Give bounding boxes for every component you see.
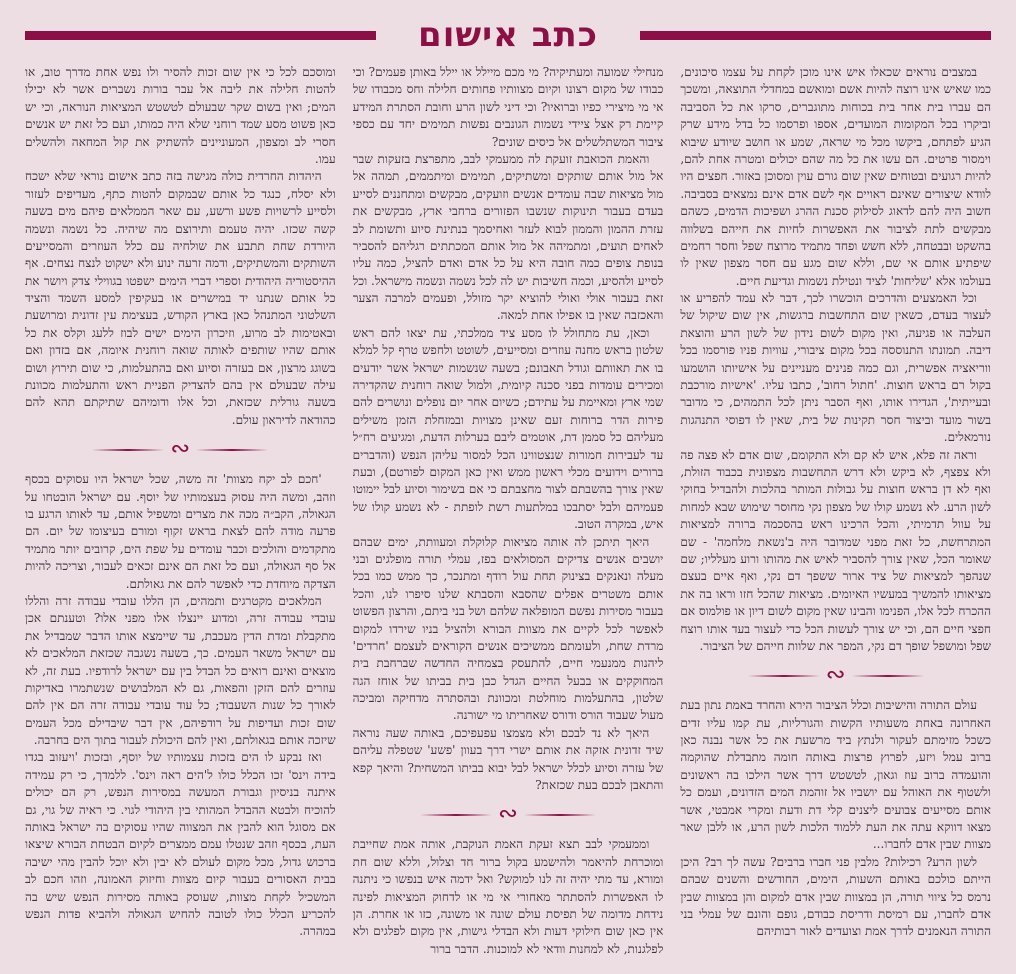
paragraph: ומוסכם לכל כי אין שום זכות להסיר ולו נפש אחת מדרך טוב, או להטות חלילה את ליבה אל עבר בורות נשברים אשר לא יכילו המים; ואין בשום שקר שבעולם לטשטש המציאות הנוראה, וכי יש כאן פשוט מסע שמד רוחני שלא היה כמותו, ועם כל זאת יש אנשים חסרי לב ומצפון, המעוניינים להשתיק את קול המחאה ולהשלים עמו. xyxy=(25,65,336,166)
article-columns xyxy=(25,64,991,960)
paragraph: והאמת הכואבת זועקת לה ממעמקי לבב, מתפרצת בזעקות שבר אל מול אותם שותקים ומשתיקים, תמימים ומיתממים, תמהה אל מול מציאות שבה עומדים אנשים וזועקים, מבקשים ומתחננים לסייע בעדם בעבור תינוקות שנשבו הפזורים ברחבי ארץ, מבקשים את עזרת ההמון והממון לבוא לעזר ואחיסמך בנתינת סיוע ותשומת לב לאחים תועים, ומתמיהה אל מול אותם המכתתים רגליהם להסביר בנופת צופים כמה חובה היא על כל אדם ואדם להציל, כמה עליו לסייע ולהסיע, וכמה חשיבות יש לה לכל נשמה ונשמה מישראל. וכל זאת בעבור אולי ואולי להוציא יקר מזולל, ופעמים למרבה הצער והאכזבה שאין בו אפילו אחת למאה. xyxy=(352,151,664,323)
paragraph: היאך לא נד לבכם ולא מצמצו עפעפיכם, באותה שעה נוראה שיד זדונית אזקה את אותם ישרי דרך בעוון 'פשע' שטפלה עליהם של עזרה וסיוע לכלל ישראל לבל יבוא בביתו המשחית? והיאך קפא והתאבן לבכם בעת שכזאת? xyxy=(352,725,664,793)
section-divider xyxy=(353,800,664,830)
paragraph: עולם התורה והישיבות וכלל הציבור הירא והחרד באמת נתון בעת האחרונה באחת משעותיו הקשות והגורליות, עת קמו עליו זדים כשכל מזימתם לעקור ולנתץ ביד מרשעת את כל אשר נבנה כאן ברוב עמל ויזע, לפרוץ פרצות באותה חומה מתבדלת שהוקמה והועמדה ברוב עוז וגאון, לטשטש דרך אשר הילכו בה ראשונים ולשטוף את האוהל עם יושביו אל זוהמת המים הזדונים, ועמם כל אותם מסייעים צבועים ליצנים קלי דת ודעת ומקרי אמבטי, אשר מצאו דווקא עתה את העת ללמוד הלכות לשון הרע, או ללבן שאר מצוות שבין אדם לחברו... xyxy=(680,698,991,852)
paragraph: וממעמקי לבב תצא זעקת האמת הנוקבת, אותה אמת שחייבת ומוכרחת להיאמר ולהישמע בקול ברור חד וצלול, וללא שום חת ומורא, עד מתי יהיה זה לנו למוקש? ואל ידמה איש בנפשו כי ניתנה לו האפשרות להסתתר מאחורי אי מי או לדחוק המציאות לפינה נידחת מדומה של תפיסת עולם שונה או משונה, כזו או אחרת. הן אין כאן שום חילוקי דעות ולא הבדלי גישות, אין מקום לפלגים ולא לפלגנות, לא למחנות וודאי לא למוכנות. הדבר ברור xyxy=(352,837,664,956)
column-middle xyxy=(353,64,664,960)
divider-line xyxy=(852,675,924,677)
scroll-flourish-icon: ∾ xyxy=(170,434,191,463)
section-divider xyxy=(25,435,336,465)
divider-line xyxy=(748,675,820,677)
divider-line xyxy=(420,814,492,816)
paragraph: וכאן, עת מתחולל לו מסע ציד ממלכתי, עת יצאו להם ראש שלטון בראש מחנה עוזרים ומסייעים, לשוטט ולחפש טרף קל למלא בו את תאוותם וגודל תאבונם; בשעה שנשמות ישראל אשר יודעים ומכירים עומדות בפני סכנה קיומית, ולמול שואה רוחנית שהקדירה שמי ארץ ומאיימת על עתידם; כשיום אחר יום נופלים ונושרים להם פירות הדר ברוחות זעם שאינן מצויות ובמזחלת הזמן משילים מעליהם כל סממן דת, אוטמים ליבם בערלות הדעת, ומגיעים רח״ל עד לעבירות חמורות שנצטווינו הכל למסור עליהן הנפש (והדברים ברורים וידועים מכלי ראשון ממש ואין כאן המקום לפורטם), ובעת שאין צורך בהשבתם לצור מחצבתם כי אם בשימור וסיוע לבל יימוטו פעמיהם ולבל יסתבכו במלתעות רשת לופתת - לא נשמע קולו של איש, במקרה הטוב. xyxy=(352,325,664,532)
section-divider xyxy=(680,661,991,691)
scroll-flourish-icon: ∾ xyxy=(825,660,846,689)
column-right xyxy=(680,64,991,960)
divider-line xyxy=(196,449,268,451)
paragraph: המלאכים מקטרגים ותמהים, הן הללו עובדי עבודה זרה והללו עובדי עבודה זרה, ומדוע יינצלו אלו מפני אלו? וטענתם אכן מתקבלת ומדת הדין מעכבת, עד שיימצא אותו הדבר שמבדיל את עם ישראל משאר העמים. כך, בשעה נשגבה שכזאת המלאכים לא מוצאים ואינם רואים כל הבדל בין עם ישראל לרודפיו. בעת זה, לא עוזרים להם הזקן והפאות, גם לא המלבושים שנשתמרו באדיקות לאורך כל שנות השעבוד; כל עוד עובדי עבודה זרה הם אין להם שום זכות ועדיפות על רודפיהם, אין דבר שיבדילם מכל העמים שיזכה אותם בגאולתם, ואין להם היכולת לעבור בתוך הים בחרבה. xyxy=(25,593,336,748)
paragraph: במצבים נוראים שכאלו איש אינו מוכן לקחת על עצמו סיכונים, כמו שאיש אינו רוצה להיות אשם ומואשם במחדלי התוצאה, ומשכך הם עברו בית אחר בית בכוחות מתוגברים, סרקו את כל הסביבה וביקרו בכל המקומות המועדים, אספו ופרסמו כל בדל מידע שרק הגיע לפתחם, ביקשו מכל מי שראה, שמע או חושב שיודע שיבוא וימסור פרטים. הם עשו את כל מה שהם יכולים ומטרה אחת להם, להיות רגועים ובטוחים שאין שום גורם עוין ומסוכן באזור. חפצים היו לוודא שיצורים שאינם ראויים אף לשם אדם אינם נמצאים בסביבה. חשוב היה להם לדאוג לסילוק סכנת ההרג ושפיכות הדמים, כשהם מבקשים לתת לציבור את האפשרות לחיות את חייהם בשלווה בהשקט ובבטחה, ללא חשש ופחד מתמיד מרוצח שפל וחסר רחמים שיפתיע אותם אי שם, וללא שום מגע עם חסר מצפון שאין לו בעולמו אלא 'שליחות' לציד ונטילת נשמות וגדיעת חיים. xyxy=(680,65,991,288)
paragraph: לשון הרע? רכילות? מלבין פני חברו ברבים? עשה לך רב? היכן הייתם כולכם באותם השעות, הימים, החודשים והשנים שבהם נרמס כל ציווי תורה, הן במצוות שבין אדם למקום והן במצוות שבין אדם לחברו, עם רמיסת ודריסת כבודם, גופם והונם של עמלי בני התורה הנאמנים לדרך אמת וצועדים לאור רבותיהם xyxy=(680,854,991,939)
header-rule-left xyxy=(25,31,376,40)
paragraph: ואז נבקע לו הים בזכות עצמותיו של יוסף, ובזכות 'ויעזוב בגדו בידה וינס' זכו הכלל כולו ל'הים ראה וינס'. ללמדך, כי רק עמידה איתנה בניסיון וגבורת המעשה במסירות הנפש, רק הם יכולים להוכיח ולבטא ההבדל המהותי בין היהודי לגוי. כי ראיה של גוי, גם אם מסוגל הוא להבין את המצווה שהיו עסוקים בה ישראל באותה העת, בכסף וזהב שנטלו עמם ממצרים לקיום הבטחת הבורא שיצאו ברכוש גדול, מכל מקום לעולם לא יבין ולא יוכל להבין מהי ישיבה בבית האסורים בעבור קיום מצוות וחיזוק האמונה, וזהו חכם לב המשכיל לקחת מצוות, שעוסק באותה מסירות הנפש שיש בה להכריע הכלל כולו לטובה להחיש הגאולה ולהביא פדות הנפש במהרה. xyxy=(25,750,336,939)
scroll-flourish-icon: ∾ xyxy=(497,799,519,828)
paragraph: 'חכם לב יקח מצוות' זה משה, שכל ישראל היו עסוקים בכסף וזהב, ומשה היה עסוק בעצמותיו של יוסף. עם ישראל הובטחו על הגאולה, הקב״ה מכה את מצרים ומשפיל אותם, עד לאותו הרגע בו פרעה מודה להם לצאת בראש זקוף ומורם בעיצומו של יום. הם מתקדמים והולכים וכבר עומדים על שפת הים, קרובים יותר מתמיד אל סף הגאולה, ועם כל זאת הם אינם זכאים לעבור, וצריכה להיות הצדקה מיוחדת כדי לאפשר להם את גאולתם. xyxy=(25,472,336,591)
column-left xyxy=(25,64,336,960)
paragraph: וכל האמצעים והדרכים הוכשרו לכך, דבר לא עמד להפריע או לעצור בעדם, כשאין שום התחשבות ברגשות, אין שום שיקול של העלבה או פגיעה, ואין מקום לשום נידון של לשון הרע והוצאת דיבה. תמונתו התנוססה בכל מקום ציבורי, עוויות פניו פורסמו בכל ווריאציה אפשרית, וגם כמה פנינים מעניינים על אישיותו הושמעו בקול רם בראש חוצות. 'חתול רחוב', כתבו עליו. 'אישיות מורכבת ובעייתית', הגדירו אותו, ואף הסבר ניתן לכל התמהים, כי מדובר בשור מועד וביצור חסר תקינות של בית, שאין לו דפוסי התנהגות נורמאלים. xyxy=(680,291,991,445)
paragraph: מנחילי שמועה ומעתיקיה? מי מכם מיילל או יילל באותן פעמים? וכי כבודו של מקום רצונו וקיום מצוותיו פחותים חלילה וחס מכבודו של אי מי מיצירי כפיו וברואיו? וכי דיני לשון הרע וחובת הסתרת המידע קיימת רק אצל ציידי נשמות הגונבים נפשות תמימים יחד עם כספי ציבור המשתלשלים אל כיסים שונים? xyxy=(352,65,664,149)
header-rule-right xyxy=(640,31,991,40)
divider-line xyxy=(92,449,164,451)
paragraph: וראה זה פלא, איש לא קם ולא התקומם, שום אדם לא פצה פה ולא צפצף, לא ביקש ולא דרש התחשבות מצפונית בכבוד הזולת, ואף לא דן בראש חוצות על גבולות המותר בהלכות ולהבדיל בחוקי לשון הרע. לא נשמע קולו של מצפון נקי מחוסר שימוש שבא למחות על עוול תדמיתי, והכל הרכינו ראש בהסכמה ברורה למציאות המתרחשת, כל זאת מפני שמדובר היה ב'נשאת מלחמה' - שם שאומר הכל, שאין צורך להסביר לאיש את מהותו ורוע מעלליו; שם שנהפך למציאות של ציד ארור ששפך דם נקי, ואף איים בעצם מציאותו להמשיך במעשיו האיומים. מציאות שהכל חזו וראו בה את ההכרח לכל אלו, הפנימו והבינו שאין מקום לשום דיון או פולמוס אם חפצי חיים הם, וכי יש צורך לעשות הכל כדי לעצור בעד אותו רוצח שפל ומושפל שופך דם נקי, המפר את שלוות חייהם של הציבור. xyxy=(680,447,991,653)
page-title: כתב אישום xyxy=(418,15,598,55)
paragraph: היאך תיתכן לה אותה מציאות קלוקלת ומעוותת, ימים שבהם יושבים אנשים צדיקים המסולאים בפז, עמלי תורה מופלגים ובני מעלה ונאנקים בצינוק תחת עול רודף ומתנכר, כך ממש כמו בכל אותם משטרים אפלים שהסבא והסבתא שלנו סיפרו לנו, והכל בעבור מסירות נפשם המופלאה שלהם ושל בני ביתם, והרצון הפשוט לאפשר לכל לקיים את מצוות הבורא ולהציל בניו שירדו למקום מרדת שחת, ולעומתם ממשיכים אנשים הקוראים לעצמם 'חרדים' ליהנות ממנעמי חיים, להתעסק בצמחיה החדשה שברחבת בית המחוקקים או בבעל החיים הגדל כבן בית בביתו של אוחז הגה שלטון, בהתעלמות מוחלטת ומכוונת ובהסתרה מדחיקה ומביכה מעול שעבוד הורס ודורס שאחריתו מי ישורנה. xyxy=(352,534,664,723)
document-header xyxy=(25,12,991,58)
divider-line xyxy=(524,814,596,816)
paragraph: היהדות החרדית כולה מגישה בזה כתב אישום נוראי שלא ישכח ולא יסלח, כנגד כל אותם שבמקום להטות כתף, מעדיפים לעזור ולסייע לרשויות פשע ורשע, עם שאר הממלאים פיהם מים בשעה קשה שכזו. יהיה טעמם ותירוצם מה שיהיה. כל נשמה ונשמה היורדת שחת תתבע את שולחיה עם כלל העוזרים והמסייעים השותקים והמשתיקים, ודמה זרעה ינוע ולא ישקוט לנצח נצחים. אף ההיסטוריה היהודית וספרי דברי הימים ישפטו בגווילי צדק ויושר את כל אותם שנתנו יד במישרים או בעקיפין למסע השמד והציד השלטוני המתנהל כאן בארץ הקודש, בעצימת עין זדונית ומרושעת ובאטימות לב מרוע, וזיכרון הימים ישים לבוז ללעג וקלס את כל אותם שהיו שותפים לאותה שואה רוחנית איומה, אם בזדון ואם בשוגג מרצון, אם בעזרה וסיוע ואם בהתעלמות, כי שום תירוץ ושום עילה שבעולם אין בהם להצדיק הפניית ראש והתעלמות מכוונת בשעה גורלית שכזאת, וכל אלו ודומיהם שתיקתם תהא להם כהודאה לדיראון עולם. xyxy=(25,169,336,427)
